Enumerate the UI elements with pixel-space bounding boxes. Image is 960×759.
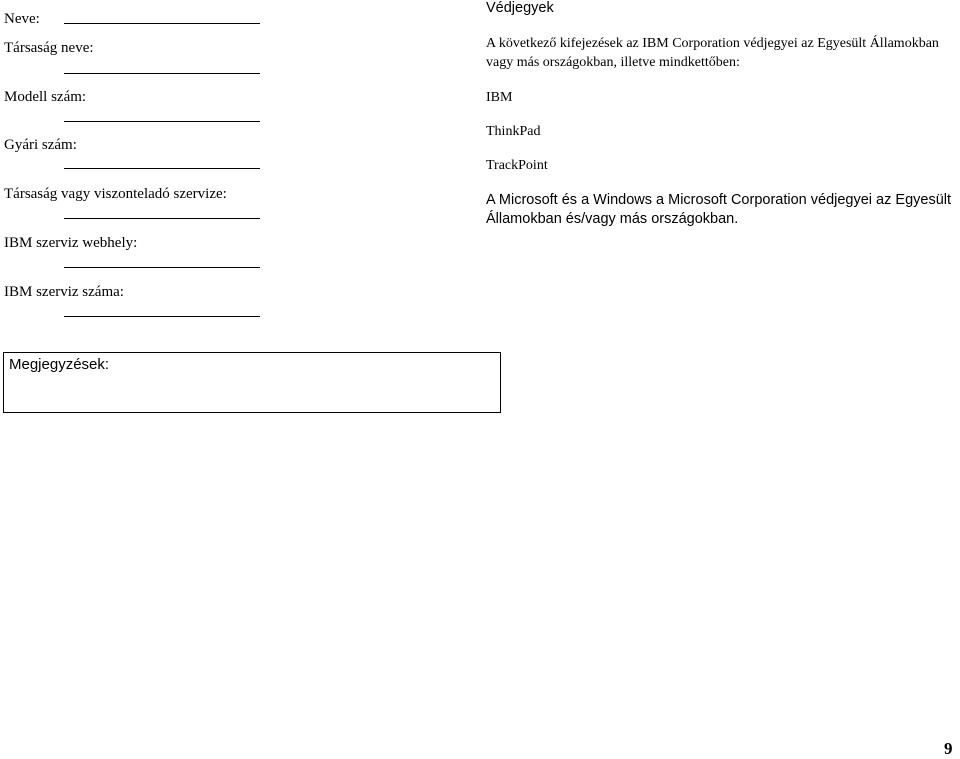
reseller-field-line[interactable] [64, 218, 260, 219]
service-web-label: IBM szerviz webhely: [4, 235, 138, 251]
trademark-item-trackpoint: TrackPoint [486, 158, 548, 173]
trademark-item-ibm: IBM [486, 90, 513, 105]
notes-label: Megjegyzések: [9, 356, 110, 373]
model-field-line[interactable] [64, 121, 260, 122]
notes-box[interactable] [3, 352, 501, 413]
name-label: Neve: [4, 11, 40, 27]
serial-label: Gyári szám: [4, 137, 77, 153]
name-field-line[interactable] [64, 23, 260, 24]
serial-field-line[interactable] [64, 168, 260, 169]
trademarks-intro: A következő kifejezések az IBM Corporation védjegyei az Egyesült Államokban vagy más országokban, illetve mindkettőben: [486, 36, 939, 70]
service-number-label: IBM szerviz száma: [4, 284, 124, 300]
service-web-field-line[interactable] [64, 267, 260, 268]
reseller-label: Társaság vagy viszonteladó szervize: [4, 186, 227, 202]
trademark-item-thinkpad: ThinkPad [486, 124, 541, 139]
company-field-line[interactable] [64, 73, 260, 74]
service-number-field-line[interactable] [64, 316, 260, 317]
model-label: Modell szám: [4, 89, 87, 105]
company-label: Társaság neve: [4, 40, 94, 56]
page-number: 9 [944, 739, 953, 758]
microsoft-trademark-note: A Microsoft és a Windows a Microsoft Corporation védjegyei az Egyesült Államokban és/vagy más országokban. [486, 192, 952, 227]
trademarks-heading: Védjegyek [486, 0, 554, 16]
